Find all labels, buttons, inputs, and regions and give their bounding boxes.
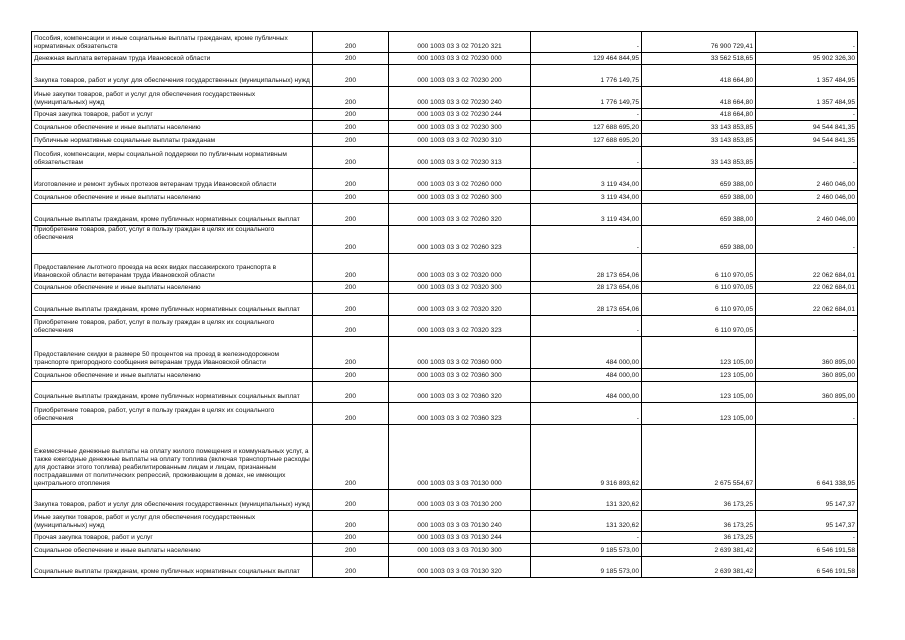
row-executed: 659 388,00 xyxy=(642,204,756,226)
row-approved: 127 688 695,20 xyxy=(531,121,642,134)
row-line-code: 200 xyxy=(313,337,389,369)
row-remaining: 95 902 326,30 xyxy=(756,53,858,65)
table-row xyxy=(32,544,858,557)
row-budget-code: 000 1003 03 3 02 70360 323 xyxy=(389,403,531,425)
row-approved: 9 185 573,00 xyxy=(531,557,642,578)
row-line-code: 200 xyxy=(313,204,389,226)
row-remaining: 2 460 046,00 xyxy=(756,169,858,191)
row-line-code: 200 xyxy=(313,490,389,511)
row-executed: 36 173,25 xyxy=(642,490,756,511)
table-row xyxy=(32,425,858,490)
row-line-code: 200 xyxy=(313,32,389,53)
row-remaining: 22 062 684,01 xyxy=(756,254,858,282)
row-remaining: 2 460 046,00 xyxy=(756,191,858,204)
row-approved: 9 185 573,00 xyxy=(531,544,642,557)
table-row xyxy=(32,511,858,532)
row-name: Приобретение товаров, работ, услуг в пользу граждан в целях их социального обеспечения xyxy=(32,316,313,337)
row-line-code: 200 xyxy=(313,382,389,403)
row-approved: 3 119 434,00 xyxy=(531,191,642,204)
row-name: Иные закупки товаров, работ и услуг для обеспечения государственных (муниципальных) нужд xyxy=(32,87,313,109)
row-name: Закупка товаров, работ и услуг для обеспечения государственных (муниципальных) нужд xyxy=(32,65,313,87)
row-name: Социальное обеспечение и иные выплаты населению xyxy=(32,544,313,557)
row-approved: 3 119 434,00 xyxy=(531,169,642,191)
row-budget-code: 000 1003 03 3 02 70260 320 xyxy=(389,204,531,226)
row-approved: 127 688 695,20 xyxy=(531,134,642,147)
row-budget-code: 000 1003 03 3 02 70360 000 xyxy=(389,337,531,369)
row-budget-code: 000 1003 03 3 03 70130 240 xyxy=(389,511,531,532)
row-approved: 28 173 654,06 xyxy=(531,294,642,316)
row-budget-code: 000 1003 03 3 02 70260 300 xyxy=(389,191,531,204)
table-row xyxy=(32,134,858,147)
row-remaining: 1 357 484,95 xyxy=(756,65,858,87)
row-budget-code: 000 1003 03 3 02 70320 000 xyxy=(389,254,531,282)
row-approved: - xyxy=(531,403,642,425)
table-row xyxy=(32,316,858,337)
table-row xyxy=(32,147,858,169)
row-budget-code: 000 1003 03 3 03 70130 300 xyxy=(389,544,531,557)
row-budget-code: 000 1003 03 3 02 70320 323 xyxy=(389,316,531,337)
row-line-code: 200 xyxy=(313,511,389,532)
row-name: Денежная выплата ветеранам труда Ивановской области xyxy=(32,53,313,65)
table-row xyxy=(32,337,858,369)
row-budget-code: 000 1003 03 3 02 70230 244 xyxy=(389,109,531,121)
row-line-code: 200 xyxy=(313,316,389,337)
row-line-code: 200 xyxy=(313,226,389,254)
table-row xyxy=(32,109,858,121)
table-row xyxy=(32,53,858,65)
row-remaining: 6 546 191,58 xyxy=(756,557,858,578)
table-row xyxy=(32,204,858,226)
row-executed: 418 664,80 xyxy=(642,109,756,121)
row-approved: 129 464 844,95 xyxy=(531,53,642,65)
row-executed: 123 105,00 xyxy=(642,337,756,369)
row-executed: 123 105,00 xyxy=(642,403,756,425)
row-approved: - xyxy=(531,109,642,121)
row-line-code: 200 xyxy=(313,169,389,191)
row-remaining: 6 641 338,95 xyxy=(756,425,858,490)
table-row xyxy=(32,32,858,53)
row-executed: 33 143 853,85 xyxy=(642,121,756,134)
row-remaining: 6 546 191,58 xyxy=(756,544,858,557)
row-line-code: 200 xyxy=(313,425,389,490)
row-approved: 484 000,00 xyxy=(531,337,642,369)
row-remaining: 360 895,00 xyxy=(756,337,858,369)
row-remaining: 95 147,37 xyxy=(756,511,858,532)
row-remaining: 22 062 684,01 xyxy=(756,294,858,316)
row-executed: 123 105,00 xyxy=(642,382,756,403)
row-approved: - xyxy=(531,226,642,254)
row-executed: 418 664,80 xyxy=(642,87,756,109)
row-line-code: 200 xyxy=(313,53,389,65)
row-executed: 36 173,25 xyxy=(642,511,756,532)
row-approved: 1 776 149,75 xyxy=(531,87,642,109)
table-row xyxy=(32,191,858,204)
table-row xyxy=(32,557,858,578)
row-line-code: 200 xyxy=(313,282,389,294)
row-executed: 33 143 853,85 xyxy=(642,134,756,147)
row-line-code: 200 xyxy=(313,191,389,204)
row-name: Публичные нормативные социальные выплаты гражданам xyxy=(32,134,313,147)
row-remaining: 360 895,00 xyxy=(756,369,858,382)
row-budget-code: 000 1003 03 3 03 70130 000 xyxy=(389,425,531,490)
row-executed: 659 388,00 xyxy=(642,169,756,191)
row-approved: 9 316 893,62 xyxy=(531,425,642,490)
row-budget-code: 000 1003 03 3 02 70230 240 xyxy=(389,87,531,109)
row-remaining: - xyxy=(756,403,858,425)
row-budget-code: 000 1003 03 3 02 70230 300 xyxy=(389,121,531,134)
row-budget-code: 000 1003 03 3 03 70130 320 xyxy=(389,557,531,578)
row-line-code: 200 xyxy=(313,121,389,134)
row-name: Пособия, компенсации, меры социальной поддержки по публичным нормативным обязательствам xyxy=(32,147,313,169)
row-name: Социальное обеспечение и иные выплаты населению xyxy=(32,282,313,294)
row-budget-code: 000 1003 03 3 02 70260 323 xyxy=(389,226,531,254)
row-line-code: 200 xyxy=(313,532,389,544)
row-line-code: 200 xyxy=(313,134,389,147)
row-line-code: 200 xyxy=(313,544,389,557)
row-executed: 659 388,00 xyxy=(642,191,756,204)
row-executed: 2 639 381,42 xyxy=(642,557,756,578)
row-line-code: 200 xyxy=(313,109,389,121)
row-approved: 28 173 654,06 xyxy=(531,254,642,282)
row-name: Ежемесячные денежные выплаты на оплату жилого помещения и коммунальных услуг, а также ежегодные денежные выплаты на оплату топлива (включая транспортные расходы для доставки этого топлива) реабилитированным лицам и лицам, признанным пострадавшими от политических репрессий, проживающим в домах, не имеющих центрального отопления xyxy=(32,425,313,490)
table-row xyxy=(32,382,858,403)
table-row xyxy=(32,87,858,109)
row-name: Социальное обеспечение и иные выплаты населению xyxy=(32,191,313,204)
row-executed: 6 110 970,05 xyxy=(642,282,756,294)
row-budget-code: 000 1003 03 3 02 70230 313 xyxy=(389,147,531,169)
row-approved: - xyxy=(531,32,642,53)
row-approved: 3 119 434,00 xyxy=(531,204,642,226)
table-row xyxy=(32,121,858,134)
row-budget-code: 000 1003 03 3 02 70230 200 xyxy=(389,65,531,87)
row-executed: 6 110 970,05 xyxy=(642,294,756,316)
row-executed: 33 143 853,85 xyxy=(642,147,756,169)
row-budget-code: 000 1003 03 3 02 70360 300 xyxy=(389,369,531,382)
row-approved: 131 320,62 xyxy=(531,511,642,532)
row-line-code: 200 xyxy=(313,557,389,578)
row-name: Предоставление скидки в размере 50 процентов на проезд в железнодорожном транспорте пригородного сообщения ветеранам труда Ивановской области xyxy=(32,337,313,369)
report-page xyxy=(31,31,858,578)
row-name: Иные закупки товаров, работ и услуг для обеспечения государственных (муниципальных) нужд xyxy=(32,511,313,532)
row-executed: 6 110 970,05 xyxy=(642,254,756,282)
row-line-code: 200 xyxy=(313,147,389,169)
row-line-code: 200 xyxy=(313,403,389,425)
row-name: Предоставление льготного проезда на всех видах пассажирского транспорта в Ивановской области ветеранам труда Ивановской области xyxy=(32,254,313,282)
row-approved: 28 173 654,06 xyxy=(531,282,642,294)
table-row xyxy=(32,403,858,425)
row-budget-code: 000 1003 03 3 02 70360 320 xyxy=(389,382,531,403)
row-name: Социальное обеспечение и иные выплаты населению xyxy=(32,121,313,134)
row-budget-code: 000 1003 03 3 02 70230 000 xyxy=(389,53,531,65)
row-remaining: - xyxy=(756,109,858,121)
row-approved: - xyxy=(531,147,642,169)
row-executed: 659 388,00 xyxy=(642,226,756,254)
row-remaining: 94 544 841,35 xyxy=(756,134,858,147)
row-remaining: 95 147,37 xyxy=(756,490,858,511)
row-remaining: - xyxy=(756,226,858,254)
row-remaining: - xyxy=(756,532,858,544)
row-remaining: - xyxy=(756,147,858,169)
row-executed: 2 639 381,42 xyxy=(642,544,756,557)
row-line-code: 200 xyxy=(313,369,389,382)
row-approved: 484 000,00 xyxy=(531,382,642,403)
row-name: Прочая закупка товаров, работ и услуг xyxy=(32,109,313,121)
row-budget-code: 000 1003 03 3 02 70120 321 xyxy=(389,32,531,53)
row-budget-code: 000 1003 03 3 02 70320 320 xyxy=(389,294,531,316)
row-name: Изготовление и ремонт зубных протезов ветеранам труда Ивановской области xyxy=(32,169,313,191)
row-approved: 131 320,62 xyxy=(531,490,642,511)
row-remaining: 360 895,00 xyxy=(756,382,858,403)
budget-execution-table xyxy=(31,31,858,578)
row-budget-code: 000 1003 03 3 03 70130 244 xyxy=(389,532,531,544)
row-name: Социальные выплаты гражданам, кроме публичных нормативных социальных выплат xyxy=(32,382,313,403)
row-name: Социальные выплаты гражданам, кроме публичных нормативных социальных выплат xyxy=(32,294,313,316)
row-name: Пособия, компенсации и иные социальные выплаты гражданам, кроме публичных нормативных обязательств xyxy=(32,32,313,53)
row-name: Социальные выплаты гражданам, кроме публичных нормативных социальных выплат xyxy=(32,557,313,578)
row-approved: - xyxy=(531,316,642,337)
row-remaining: 2 460 046,00 xyxy=(756,204,858,226)
row-executed: 76 900 729,41 xyxy=(642,32,756,53)
row-executed: 36 173,25 xyxy=(642,532,756,544)
row-remaining: - xyxy=(756,32,858,53)
row-name: Приобретение товаров, работ, услуг в пользу граждан в целях их социального обеспечения xyxy=(32,226,313,254)
table-row xyxy=(32,369,858,382)
row-approved: 484 000,00 xyxy=(531,369,642,382)
row-budget-code: 000 1003 03 3 02 70320 300 xyxy=(389,282,531,294)
table-row xyxy=(32,254,858,282)
row-executed: 33 562 518,65 xyxy=(642,53,756,65)
row-line-code: 200 xyxy=(313,294,389,316)
row-name: Социальные выплаты гражданам, кроме публичных нормативных социальных выплат xyxy=(32,204,313,226)
row-line-code: 200 xyxy=(313,65,389,87)
row-budget-code: 000 1003 03 3 03 70130 200 xyxy=(389,490,531,511)
table-row xyxy=(32,65,858,87)
row-remaining: - xyxy=(756,316,858,337)
row-approved: - xyxy=(531,532,642,544)
row-name: Приобретение товаров, работ, услуг в пользу граждан в целях их социального обеспечения xyxy=(32,403,313,425)
row-executed: 6 110 970,05 xyxy=(642,316,756,337)
row-line-code: 200 xyxy=(313,254,389,282)
row-remaining: 94 544 841,35 xyxy=(756,121,858,134)
row-name: Социальное обеспечение и иные выплаты населению xyxy=(32,369,313,382)
row-budget-code: 000 1003 03 3 02 70260 000 xyxy=(389,169,531,191)
table-row xyxy=(32,282,858,294)
row-line-code: 200 xyxy=(313,87,389,109)
row-executed: 123 105,00 xyxy=(642,369,756,382)
table-row xyxy=(32,169,858,191)
row-executed: 2 675 554,67 xyxy=(642,425,756,490)
row-name: Прочая закупка товаров, работ и услуг xyxy=(32,532,313,544)
table-row xyxy=(32,532,858,544)
row-remaining: 1 357 484,95 xyxy=(756,87,858,109)
table-row xyxy=(32,294,858,316)
row-budget-code: 000 1003 03 3 02 70230 310 xyxy=(389,134,531,147)
row-name: Закупка товаров, работ и услуг для обеспечения государственных (муниципальных) нужд xyxy=(32,490,313,511)
table-body xyxy=(32,32,858,578)
row-executed: 418 664,80 xyxy=(642,65,756,87)
table-row xyxy=(32,226,858,254)
row-remaining: 22 062 684,01 xyxy=(756,282,858,294)
row-approved: 1 776 149,75 xyxy=(531,65,642,87)
table-row xyxy=(32,490,858,511)
